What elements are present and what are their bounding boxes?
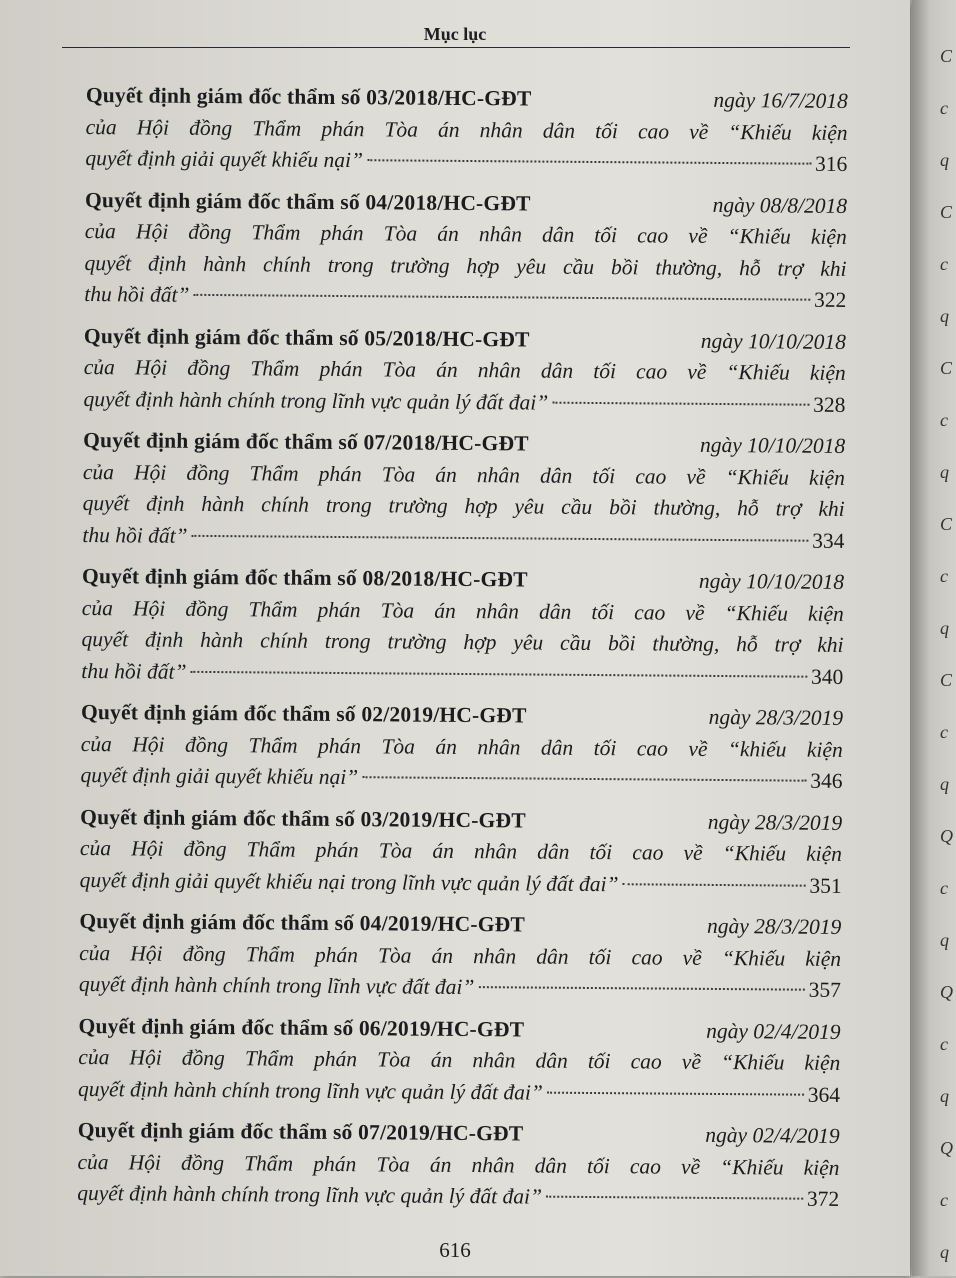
adjacent-page-letter: q xyxy=(940,1242,949,1262)
toc-entry-heading xyxy=(81,697,843,734)
toc-entry-date: ngày 08/8/2018 xyxy=(712,192,848,218)
toc-entry-text-end: thu hồi đất” xyxy=(84,281,190,307)
toc-entry-text-end: quyết định hành chính trong lĩnh vực quản lý đất đai” xyxy=(77,1076,543,1105)
toc-entry-date: ngày 28/3/2019 xyxy=(706,913,842,939)
toc-entry-text-end: thu hồi đất” xyxy=(82,522,188,548)
adjacent-page-letter: c xyxy=(940,1190,948,1210)
toc-entry-date: ngày 02/4/2019 xyxy=(706,1018,841,1044)
adjacent-page-letter: c xyxy=(940,98,948,118)
toc-entry-heading xyxy=(79,906,841,943)
toc-entry xyxy=(78,1010,841,1110)
toc-entry-last-line xyxy=(85,143,847,180)
dot-leader xyxy=(546,1196,803,1200)
toc-entry-text-line: của Hội đồng Thẩm phán Tòa án nhân dân tối cao về “Khiếu kiện xyxy=(84,218,847,249)
toc-entry-date: ngày 28/3/2019 xyxy=(707,809,843,835)
toc-entry-text-line: của Hội đồng Thẩm phán Tòa án nhân dân tối cao về “khiếu kiện xyxy=(80,731,843,762)
toc-entry-text-line: quyết định hành chính trong trường hợp yêu cầu bồi thường, hỗ trợ khi xyxy=(84,250,847,281)
adjacent-page-letter: C xyxy=(940,514,953,534)
toc-entry xyxy=(85,80,848,180)
toc-entry-page-number: 364 xyxy=(807,1082,841,1107)
toc-entry-last-line xyxy=(83,383,845,420)
adjacent-page-letters xyxy=(940,30,956,1278)
toc-entry-last-line xyxy=(84,279,846,316)
header-rule xyxy=(62,47,850,48)
dot-leader xyxy=(367,159,811,164)
toc-entry-text-line: quyết định hành chính trong trường hợp yêu cầu bồi thường, hỗ trợ khi xyxy=(82,490,845,521)
adjacent-page-letter: q xyxy=(940,774,949,794)
page-header-title: Mục lục xyxy=(423,24,487,44)
toc-entry-title: Quyết định giám đốc thẩm số 03/2018/HC-GĐT xyxy=(85,82,532,111)
toc-entry-text-end: thu hồi đất” xyxy=(81,658,187,684)
adjacent-page-letter: q xyxy=(940,150,949,170)
toc-entry-heading xyxy=(86,80,848,117)
toc-entry xyxy=(80,801,843,901)
toc-entry-title: Quyết định giám đốc thẩm số 04/2019/HC-GĐT xyxy=(79,908,526,937)
toc-entry-page-number: 357 xyxy=(808,977,841,1002)
toc-entry-last-line xyxy=(80,760,842,797)
dot-leader xyxy=(190,670,807,677)
toc-entry-text-end: quyết định hành chính trong lĩnh vực quản lý đất đai” xyxy=(77,1180,543,1209)
adjacent-page-letter: Q xyxy=(940,982,953,1002)
toc-entry-text-line: của Hội đồng Thẩm phán Tòa án nhân dân tối cao về “Khiếu kiện xyxy=(85,114,848,145)
toc-entry xyxy=(77,1115,840,1215)
adjacent-page-letter: C xyxy=(940,670,953,690)
toc-entry-last-line xyxy=(77,1178,839,1215)
toc-entry-title: Quyết định giám đốc thẩm số 03/2019/HC-GĐT xyxy=(80,804,526,832)
toc-entry-heading xyxy=(78,1115,840,1152)
toc-entry-text-end: quyết định hành chính trong lĩnh vực đất đai” xyxy=(78,971,475,1000)
dot-leader xyxy=(622,883,805,886)
adjacent-page-letter: c xyxy=(940,878,948,898)
toc-entry-title: Quyết định giám đốc thẩm số 05/2018/HC-GĐT xyxy=(83,323,530,351)
toc-entry-date: ngày 10/10/2018 xyxy=(699,432,846,458)
toc-entry-last-line xyxy=(80,864,842,901)
toc-entry-text-end: quyết định giải quyết khiếu nại” xyxy=(80,762,359,790)
adjacent-page-letter: c xyxy=(940,410,948,430)
toc-entry-page-number: 340 xyxy=(810,664,844,689)
toc-entry-title: Quyết định giám đốc thẩm số 07/2019/HC-GĐT xyxy=(77,1117,524,1146)
toc-entry-date: ngày 02/4/2019 xyxy=(705,1122,840,1148)
toc-entry-text-line: của Hội đồng Thẩm phán Tòa án nhân dân tối cao về “Khiếu kiện xyxy=(78,1044,841,1075)
adjacent-page-letter: c xyxy=(940,254,948,274)
adjacent-page-letter: C xyxy=(940,202,953,222)
dot-leader xyxy=(362,776,806,781)
toc-entry-text-line: quyết định hành chính trong trường hợp yêu cầu bồi thường, hỗ trợ khi xyxy=(81,626,844,657)
toc-entry-heading xyxy=(83,425,845,462)
toc-entry xyxy=(81,561,844,693)
toc-entry-text-line: của Hội đồng Thẩm phán Tòa án nhân dân tối cao về “Khiếu kiện xyxy=(83,354,846,385)
toc-entries xyxy=(77,80,848,1225)
toc-entry-text-line: của Hội đồng Thẩm phán Tòa án nhân dân tối cao về “Khiếu kiện xyxy=(81,595,844,626)
toc-entry-page-number: 328 xyxy=(813,392,846,417)
adjacent-page-letter: c xyxy=(940,1034,948,1054)
toc-entry-date: ngày 16/7/2018 xyxy=(713,87,848,113)
toc-entry xyxy=(79,906,842,1006)
toc-entry-date: ngày 10/10/2018 xyxy=(698,568,845,594)
toc-entry-heading xyxy=(82,561,844,598)
dot-leader xyxy=(478,986,804,991)
adjacent-page-letter: C xyxy=(940,46,953,66)
toc-entry-text-end: quyết định giải quyết khiếu nại” xyxy=(85,145,364,173)
toc-entry xyxy=(80,697,843,797)
toc-entry-last-line xyxy=(81,655,843,692)
page-number: 616 xyxy=(439,1238,471,1262)
dot-leader xyxy=(552,401,809,405)
toc-entry-page-number: 316 xyxy=(815,151,848,176)
toc-entry-date: ngày 28/3/2019 xyxy=(708,704,844,730)
toc-entry-title: Quyết định giám đốc thẩm số 07/2018/HC-GĐT xyxy=(83,427,529,456)
adjacent-page-letter: q xyxy=(940,930,949,950)
toc-entry-title: Quyết định giám đốc thẩm số 04/2018/HC-GĐT xyxy=(84,187,531,215)
adjacent-page-letter: c xyxy=(940,722,948,742)
toc-entry-text-line: của Hội đồng Thẩm phán Tòa án nhân dân tối cao về “Khiếu kiện xyxy=(82,459,845,490)
toc-entry-page-number: 346 xyxy=(810,768,843,793)
dot-leader xyxy=(547,1091,804,1095)
toc-entry xyxy=(83,320,846,420)
adjacent-page-letter: Q xyxy=(940,1138,953,1158)
dot-leader xyxy=(193,294,810,301)
toc-entry-text-line: của Hội đồng Thẩm phán Tòa án nhân dân tối cao về “Khiếu kiện xyxy=(79,940,842,971)
toc-entry-date: ngày 10/10/2018 xyxy=(700,328,847,354)
toc-entry-page-number: 351 xyxy=(809,873,842,898)
toc-entry-text-end: quyết định hành chính trong lĩnh vực quản lý đất đai” xyxy=(83,386,549,415)
toc-entry-title: Quyết định giám đốc thẩm số 08/2018/HC-GĐT xyxy=(82,563,528,592)
adjacent-page-letter: Q xyxy=(940,826,953,846)
toc-entry-text-line: của Hội đồng Thẩm phán Tòa án nhân dân tối cao về “Khiếu kiện xyxy=(79,835,843,866)
adjacent-page-letter: q xyxy=(940,306,949,326)
adjacent-page-letter: q xyxy=(940,618,949,638)
toc-entry-text-line: của Hội đồng Thẩm phán Tòa án nhân dân tối cao về “Khiếu kiện xyxy=(77,1149,840,1180)
dot-leader xyxy=(192,534,809,541)
toc-entry-page-number: 334 xyxy=(812,528,845,553)
toc-entry-last-line xyxy=(82,519,844,556)
toc-entry-title: Quyết định giám đốc thẩm số 02/2019/HC-GĐT xyxy=(80,699,527,728)
toc-entry-text-end: quyết định giải quyết khiếu nại trong lĩnh vực quản lý đất đai” xyxy=(79,867,619,896)
toc-entry xyxy=(82,425,845,557)
toc-entry xyxy=(84,184,847,316)
toc-entry-last-line xyxy=(79,969,841,1006)
toc-entry-last-line xyxy=(78,1073,840,1110)
toc-entry-page-number: 322 xyxy=(813,287,847,312)
adjacent-page-letter: q xyxy=(940,462,949,482)
adjacent-page-letter: C xyxy=(940,358,953,378)
adjacent-page-letter: q xyxy=(940,1086,949,1106)
adjacent-page-letter: c xyxy=(940,566,948,586)
toc-entry-title: Quyết định giám đốc thẩm số 06/2019/HC-GĐT xyxy=(78,1013,525,1041)
toc-entry-page-number: 372 xyxy=(806,1186,840,1211)
